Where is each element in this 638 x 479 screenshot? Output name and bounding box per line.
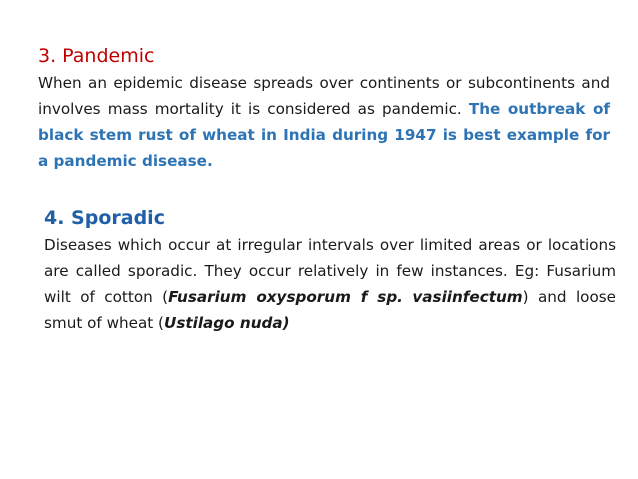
sporadic-section xyxy=(44,206,616,336)
sporadic-body-text: Diseases which occur at irregular intervals over limited areas or locations are called sporadic. They occur relatively in few instances. Eg: Fusarium wilt of cotton ( xyxy=(44,236,616,306)
scientific-name-ustilago: Ustilago nuda) xyxy=(164,314,290,332)
sporadic-body xyxy=(44,232,616,336)
scientific-name-fusarium: Fusarium oxysporum f sp. xyxy=(168,288,403,306)
pandemic-body-text: When an epidemic disease spreads over continents or subcontinents and involves mass mortality it is considered as pandemic. xyxy=(38,74,610,118)
pandemic-example-highlight: The outbreak of black stem rust of wheat in India during 1947 is best example for a pandemic disease. xyxy=(38,100,610,170)
pandemic-body xyxy=(38,70,610,174)
scientific-name-vasinfectum: vasiinfectum xyxy=(412,288,523,306)
pandemic-heading: 3. Pandemic xyxy=(38,45,155,67)
sporadic-heading: 4. Sporadic xyxy=(44,207,165,229)
sporadic-body-text-2: ) and loose smut of wheat ( xyxy=(44,288,617,332)
pandemic-section xyxy=(38,44,610,174)
